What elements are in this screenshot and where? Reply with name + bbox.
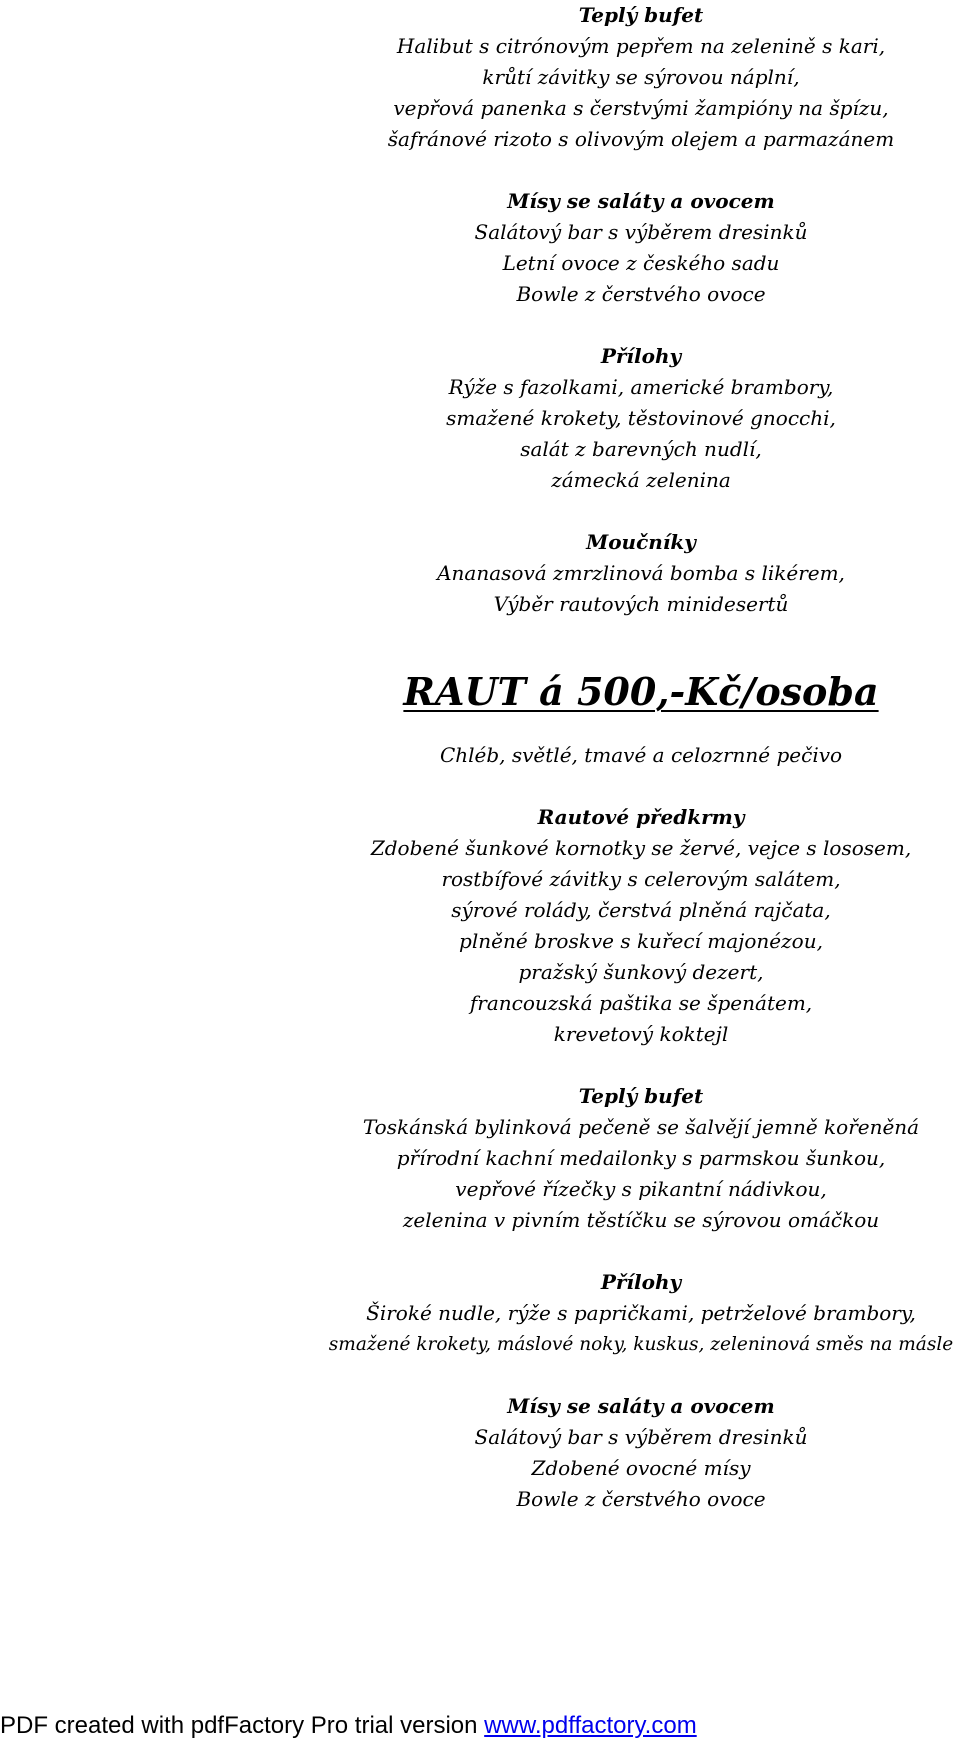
section-heading: Rautové předkrmy bbox=[537, 805, 745, 829]
menu-line: Toskánská bylinková pečeně se šalvějí jemně kořeněná bbox=[362, 1115, 920, 1139]
pdffactory-link[interactable]: www.pdffactory.com bbox=[484, 1712, 697, 1739]
menu-line: šafránové rizoto s olivovým olejem a parmazánem bbox=[387, 127, 895, 151]
section-heading: Přílohy bbox=[600, 344, 682, 368]
menu1-warm-buffet-section bbox=[322, 0, 960, 155]
menu-line: Ananasová zmrzlinová bomba s likérem, bbox=[437, 561, 845, 585]
pdf-footer bbox=[0, 1710, 960, 1741]
menu-line: přírodní kachní medailonky s parmskou šunkou, bbox=[396, 1146, 886, 1170]
menu2-starters-section bbox=[322, 802, 960, 1050]
menu-line: Výběr rautových minidesertů bbox=[493, 592, 789, 616]
menu-line: Letní ovoce z českého sadu bbox=[502, 251, 780, 275]
section-heading: Přílohy bbox=[600, 1270, 682, 1294]
raut-price-title: RAUT á 500,-Kč/osoba bbox=[403, 669, 879, 714]
menu-line: Salátový bar s výběrem dresinků bbox=[474, 1425, 808, 1449]
menu-line: pražský šunkový dezert, bbox=[518, 960, 764, 984]
menu-line: salát z barevných nudlí, bbox=[520, 437, 762, 461]
section-heading: Teplý bufet bbox=[578, 1084, 704, 1108]
menu-content bbox=[322, 0, 960, 1546]
menu-line: Halibut s citrónovým pepřem na zelenině s kari, bbox=[396, 34, 886, 58]
menu-line: Zdobené šunkové kornotky se žervé, vejce s lososem, bbox=[370, 836, 912, 860]
menu1-desserts-section bbox=[322, 527, 960, 620]
menu2-sides-section bbox=[322, 1267, 960, 1360]
menu-line: smažené krokety, těstovinové gnocchi, bbox=[446, 406, 836, 430]
menu2-warm-buffet-section bbox=[322, 1081, 960, 1236]
menu-line: zámecká zelenina bbox=[551, 468, 731, 492]
menu-line: zelenina v pivním těstíčku se sýrovou omáčkou bbox=[402, 1208, 880, 1232]
menu-line: krevetový koktejl bbox=[553, 1022, 729, 1046]
menu-line: Zdobené ovocné mísy bbox=[531, 1456, 751, 1480]
menu1-sides-section bbox=[322, 341, 960, 496]
section-heading: Teplý bufet bbox=[578, 3, 704, 27]
menu2-salads-section bbox=[322, 1391, 960, 1515]
section-heading: Mísy se saláty a ovocem bbox=[507, 189, 775, 213]
menu-line: plněné broskve s kuřecí majonézou, bbox=[459, 929, 823, 953]
menu-line: Rýže s fazolkami, americké brambory, bbox=[448, 375, 834, 399]
menu-line: francouzská paštika se špenátem, bbox=[469, 991, 813, 1015]
menu-line: vepřové řízečky s pikantní nádivkou, bbox=[455, 1177, 827, 1201]
menu-line: Salátový bar s výběrem dresinků bbox=[474, 220, 808, 244]
section-heading: Moučníky bbox=[586, 530, 696, 554]
menu-line: vepřová panenka s čerstvými žampióny na špízu, bbox=[393, 96, 889, 120]
menu-line: sýrové rolády, čerstvá plněná rajčata, bbox=[451, 898, 831, 922]
menu-line: Bowle z čerstvého ovoce bbox=[516, 1487, 766, 1511]
footer-text: PDF created with pdfFactory Pro trial version bbox=[0, 1712, 485, 1739]
menu-line: smažené krokety, máslové noky, kuskus, zeleninová směs na másle bbox=[328, 1334, 954, 1355]
section-heading: Mísy se saláty a ovocem bbox=[507, 1394, 775, 1418]
bread-line: Chléb, světlé, tmavé a celozrnné pečivo bbox=[439, 743, 843, 767]
menu-line: krůtí závitky se sýrovou náplní, bbox=[482, 65, 800, 89]
menu-line: Bowle z čerstvého ovoce bbox=[516, 282, 766, 306]
menu-line: rostbífové závitky s celerovým salátem, bbox=[441, 867, 841, 891]
menu1-salads-section bbox=[322, 186, 960, 310]
menu-line: Široké nudle, rýže s papričkami, petrželové brambory, bbox=[366, 1301, 916, 1325]
